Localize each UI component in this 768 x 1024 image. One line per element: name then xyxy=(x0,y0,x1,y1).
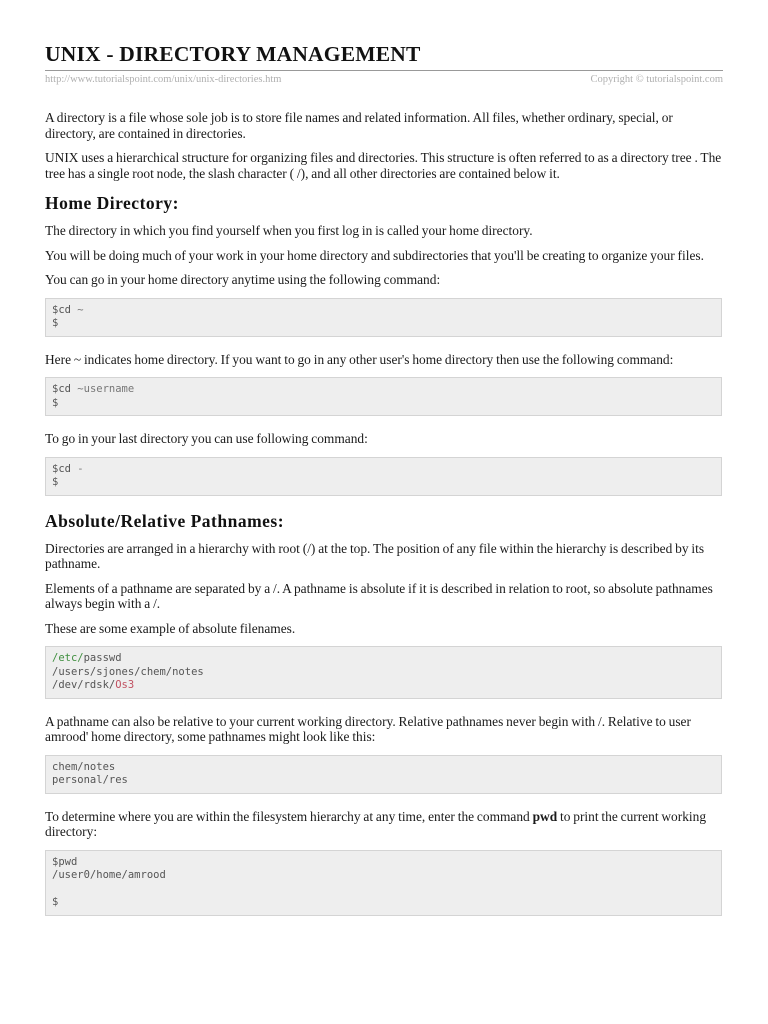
code-prompt: $ xyxy=(52,896,59,908)
home-paragraph-1: The directory in which you find yourself when you first log in is called your home directory. xyxy=(45,223,533,238)
text-segment: To determine where you are within the filesystem hierarchy at any time, enter the command xyxy=(45,808,533,824)
pathnames-heading: Absolute/Relative Pathnames: xyxy=(45,510,285,531)
code-output: /user0/home/amrood xyxy=(52,869,166,881)
code-arg: ~ xyxy=(77,303,84,316)
copyright-notice: Copyright © tutorialspoint.com xyxy=(590,74,723,85)
text-segment: to print the current working directory: xyxy=(45,808,707,839)
pathnames-paragraph-3: These are some example of absolute filenames. xyxy=(45,620,296,636)
code-prompt: $ xyxy=(52,396,59,409)
code-path-line: chem/notes xyxy=(52,760,116,773)
code-block-cd-home[interactable] xyxy=(45,298,722,337)
code-arg: - xyxy=(77,462,84,475)
source-url[interactable]: http://www.tutorialspoint.com/unix/unix-directories.htm xyxy=(45,74,282,85)
code-block-pwd[interactable] xyxy=(45,850,722,916)
code-block-absolute-paths[interactable] xyxy=(45,646,722,699)
page-title: UNIX - DIRECTORY MANAGEMENT xyxy=(45,42,421,66)
home-directory-heading: Home Directory: xyxy=(45,193,179,213)
pwd-command: pwd xyxy=(532,808,558,824)
code-cmd: $cd xyxy=(52,383,78,395)
code-path-part: /etc/ xyxy=(52,652,84,664)
code-prompt: $ xyxy=(52,476,59,488)
intro-paragraph-1: A directory is a file whose sole job is to store file names and related information. All files, whether ordinary, special, or directory, are contained in directories. xyxy=(45,110,673,141)
document-page xyxy=(45,0,723,916)
header-divider xyxy=(45,70,723,71)
pathnames-paragraph-5 xyxy=(45,809,723,840)
article-content xyxy=(45,110,723,916)
home-paragraph-5: To go in your last directory you can use following command: xyxy=(45,431,368,446)
home-paragraph-2: You will be doing much of your work in your home directory and subdirectories that you'll be creating to organize your files. xyxy=(45,247,704,263)
code-path-part: /dev/rdsk/ xyxy=(52,679,116,691)
code-block-cd-username[interactable] xyxy=(45,377,722,416)
code-cmd: $cd xyxy=(52,462,78,475)
pathnames-paragraph-4: A pathname can also be relative to your current working directory. Relative pathnames never begin with /. Relative to user amrood' home directory, some pathnames might look like this: xyxy=(45,713,691,744)
home-paragraph-4: Here ~ indicates home directory. If you want to go in any other user's home directory then use the following command: xyxy=(45,351,674,367)
intro-paragraph-2: UNIX uses a hierarchical structure for organizing files and directories. This structure is often referred to as a directory tree . The tree has a single root node, the slash character ( /), and all other directories are contained below it. xyxy=(45,150,722,181)
code-prompt: $ xyxy=(52,317,59,329)
pathnames-paragraph-1: Directories are arranged in a hierarchy with root (/) at the top. The position of any file within the hierarchy is described by its pathname. xyxy=(45,540,705,571)
code-block-relative-paths[interactable] xyxy=(45,755,722,794)
code-path-line: personal/res xyxy=(52,774,128,786)
code-cmd: $cd xyxy=(52,303,78,316)
home-paragraph-3: You can go in your home directory anytime using the following command: xyxy=(45,272,441,287)
code-path-line: /users/sjones/chem/notes xyxy=(52,665,204,678)
code-arg: ~username xyxy=(77,383,135,395)
header-meta xyxy=(45,73,723,87)
code-cmd: $pwd xyxy=(52,855,78,868)
code-block-cd-last[interactable] xyxy=(45,457,722,496)
code-path-part: passwd xyxy=(83,652,122,664)
pathnames-paragraph-2: Elements of a pathname are separated by a /. A pathname is absolute if it is described in relation to root, so absolute pathnames always begin with a /. xyxy=(45,580,713,611)
code-path-part: Os3 xyxy=(115,679,135,691)
